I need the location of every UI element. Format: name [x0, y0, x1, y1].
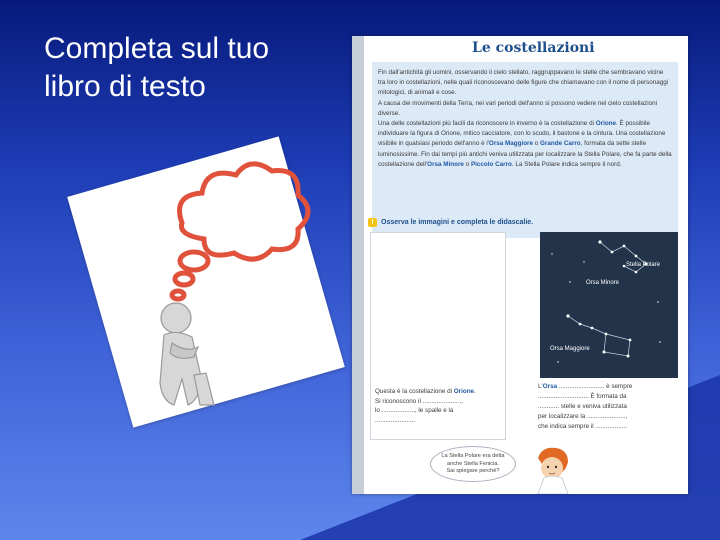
label-stella-polare: Stella Polare	[626, 262, 661, 268]
highlight-grande-carro: Grande Carro	[540, 140, 581, 148]
highlight-orsa-minore: Orsa Minore	[427, 160, 464, 168]
panel-paragraph-3: Una delle costellazioni più facili da riconoscere in inverno è la costellazione di Orione. È possibile individuare la figura di Orione, mitico cacciatore, con lo scudo, il bastone e la cintura. Una costellazione visibile in qualsiasi periodo dell'anno è l'Orsa Maggiore o Grande Carro, formata da sette stelle luminosissime. Fin dai tempi più antichi veniva utilizzata per localizzare la Stella Polare, che fa parte della costellazione dell'Orsa Minore o Piccolo Carro. La Stella Polare indica sempre il nord.	[378, 120, 672, 168]
exclamation-icon: !	[368, 218, 377, 227]
panel-paragraph-2: A causa dei movimenti della Terra, nei vari periodi dell'anno si possono vedere nel cielo costellazioni diverse.	[378, 99, 658, 117]
text-panel	[372, 62, 678, 238]
thinking-figure-icon	[62, 135, 362, 415]
textbook-page	[352, 36, 688, 494]
boy-cartoon-icon	[524, 444, 584, 494]
label-orsa-maggiore: Orsa Maggiore	[550, 346, 590, 352]
book-section-title: Le costellazioni	[472, 40, 595, 56]
slide-title: Completa sul tuo libro di testo	[44, 32, 270, 103]
highlight-piccolo-carro: Piccolo Carro	[470, 160, 512, 168]
orion-caption: Questa è la costellazione di Orione. Si riconoscono il ......................, lo ..................., le spalle e la .......................	[375, 388, 476, 424]
exercise-instruction: ! Osserva le immagini e completa le didascalie.	[368, 218, 533, 227]
star-map-image	[540, 232, 678, 378]
orsa-caption: L'Orsa .......................... è sempre ............................. È formata da ............ stelle e veniva utilizzata per localizzare la ......................, che indica sempre il ..................	[538, 383, 633, 430]
panel-paragraph-1: Fin dall'antichità gli uomini, osservando il cielo stellato, raggruppavano le stelle che sembravano vicine tra loro in costellazioni, nelle quali riconoscevano delle figure che chiamavano con il nome di personaggi mitologici, di animali e cose.	[378, 69, 669, 97]
highlight-orione: Orione	[595, 120, 617, 128]
speech-bubble: La Stella Polare era detta anche Stella Fenicia. Sai spiegare perché?	[430, 446, 516, 482]
orion-exercise-box	[370, 232, 506, 440]
page-binding-strip	[352, 36, 364, 494]
constellation-lines	[540, 232, 678, 378]
highlight-orsa-maggiore: Orsa Maggiore	[488, 140, 534, 148]
thought-cloud-icon	[172, 164, 308, 299]
label-orsa-minore: Orsa Minore	[586, 280, 620, 286]
